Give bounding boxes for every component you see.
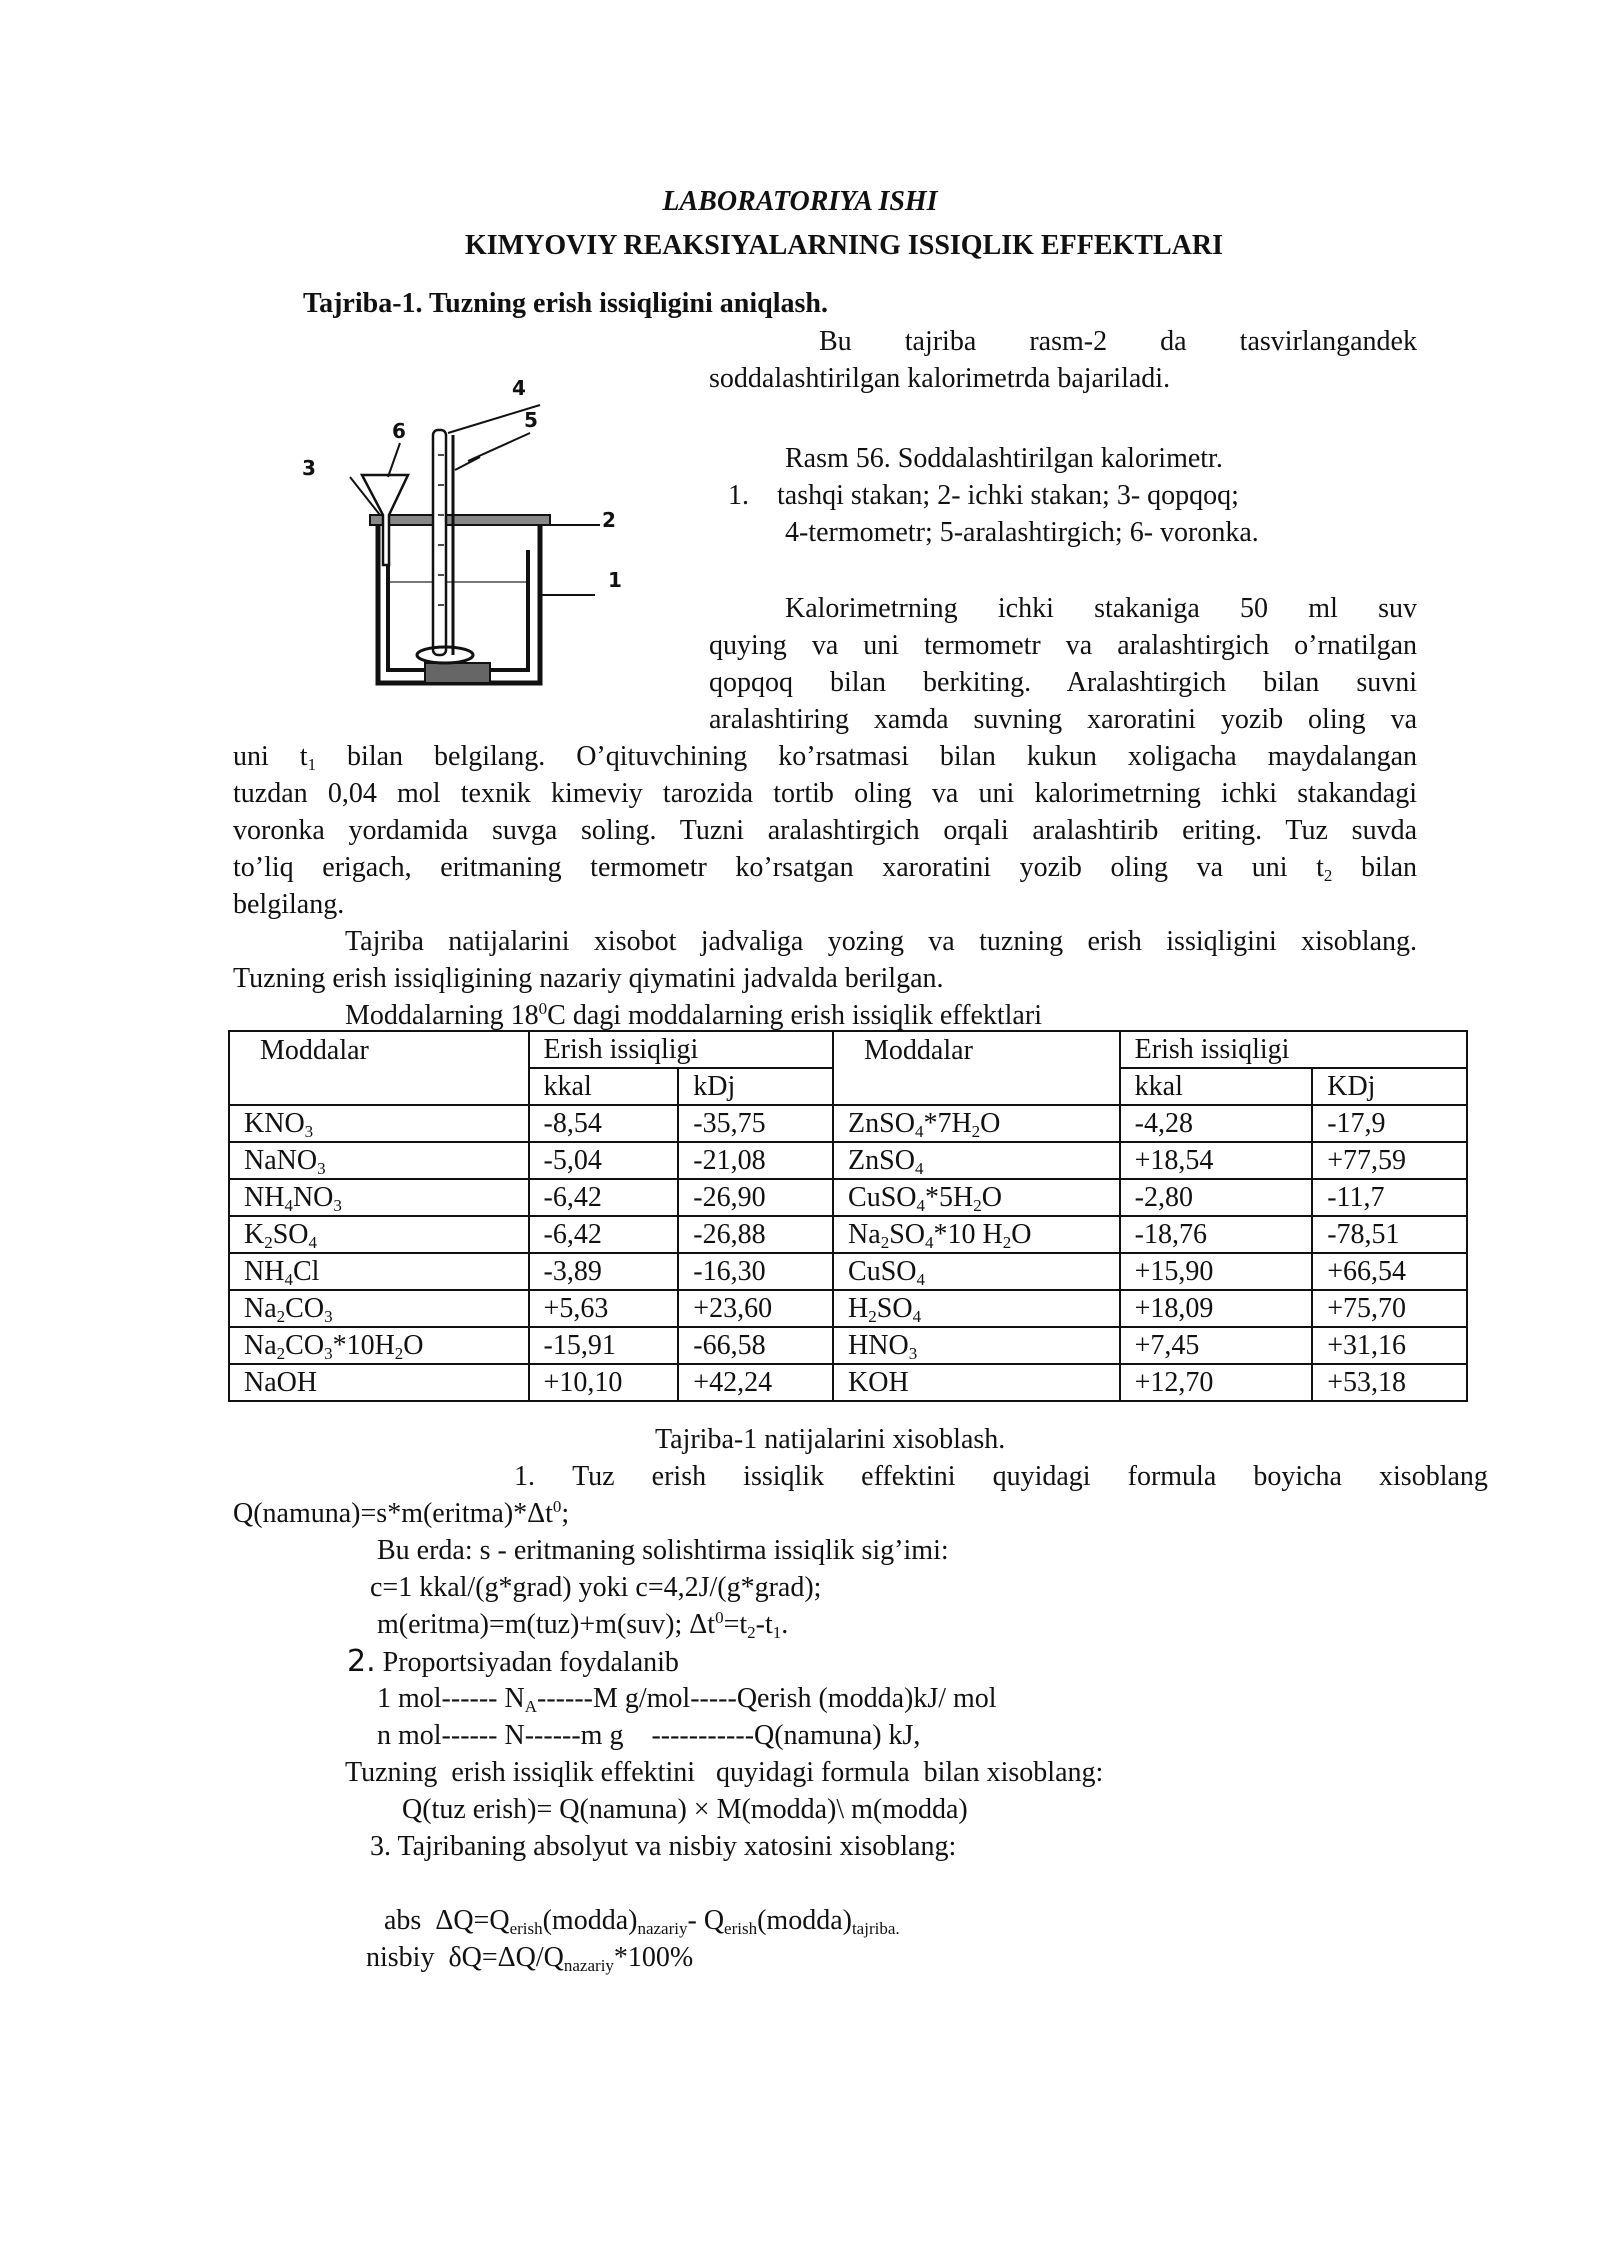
table-cell-kkal-left: -6,42 [529, 1216, 679, 1253]
table-cell-formula-right: $HNO_3$ [833, 1327, 1120, 1364]
figure-label-2: 2 [602, 508, 616, 532]
figure-caption: Rasm 56. Soddalashtirilgan kalorimetr. [785, 443, 1223, 474]
table-cell-kkal-right: +15,90 [1120, 1253, 1313, 1290]
figure-legend-number: 1. [728, 480, 749, 511]
table-row [229, 1142, 1467, 1179]
table-header-moddalar: Moddalar [833, 1031, 1120, 1068]
figure-legend-line-2: 4-termometr; 5-aralashtirgich; 6- voronka. [785, 517, 1259, 548]
figure-label-5: 5 [524, 408, 538, 432]
table-header-blank [229, 1068, 529, 1105]
proportion-line-1: 1 mol------ $N_A------M$ g/mol-----Qerish (modda)kJ/ mol [377, 1683, 997, 1716]
table-cell-kdj-right: +77,59 [1312, 1142, 1467, 1179]
procedure-line-2: quying va uni termometr va aralashtirgich o’rnatilgan [709, 630, 1417, 661]
table-row [229, 1179, 1467, 1216]
inner-vessel [388, 550, 528, 670]
table-header-erish: Erish issiqligi [529, 1031, 833, 1068]
table-row [229, 1364, 1467, 1401]
table-cell-kkal-left: -3,89 [529, 1253, 679, 1290]
vessel-stand [425, 663, 490, 683]
table-cell-kkal-left: -15,91 [529, 1327, 679, 1364]
where-line: Bu erda: s - eritmaning solishtirma issiqlik sig’imi: [377, 1535, 949, 1566]
table-cell-kkal-left: -5,04 [529, 1142, 679, 1179]
table-cell-formula-right: ZnSO$_4$ [833, 1142, 1120, 1179]
table-cell-formula-left: $K_2SO_4$ [229, 1216, 529, 1253]
intro-word: tajriba [904, 326, 977, 357]
table-header-moddalar: Moddalar [229, 1031, 529, 1068]
formula-intro: Tuzning erish issiqlik effektini quyidagi formula bilan xisoblang: [345, 1757, 1104, 1788]
procedure-line-8: to’liq erigach, eritmaning termometr ko’rsatgan xaroratini yozib oling va uni $t_2$ bilan [233, 852, 1417, 885]
calc-step-1: 1. Tuz erish issiqlik effektini quyidagi formula boyicha xisoblang [514, 1461, 1488, 1492]
outer-vessel [378, 525, 540, 683]
table-header-kdj: KDj [1312, 1068, 1467, 1105]
table-cell-formula-left: $Na_2CO_3$ [229, 1290, 529, 1327]
intro-line-1 [819, 323, 1417, 360]
figure-label-3: 3 [302, 456, 316, 480]
procedure-line-9: belgilang. [233, 889, 345, 920]
results-line-1: Tajriba natijalarini xisobot jadvaliga yozing va tuzning erish issiqligini xisoblang. [345, 926, 1417, 957]
thermometer [433, 430, 446, 655]
figure-label-4: 4 [512, 376, 526, 400]
table-cell-kdj-left: -26,90 [678, 1179, 833, 1216]
table-cell-formula-left: NaNO$_3$ [229, 1142, 529, 1179]
m-line: m(eritma)=m(tuz)+m(suv); $\Delta t^0=t_2-t_1$. [377, 1608, 789, 1642]
heat-table [228, 1030, 1468, 1402]
results-line-2: Tuzning erish issiqligining nazariy qiymatini jadvalda berilgan. [233, 963, 944, 994]
procedure-line-3: qopqoq bilan berkiting. Aralashtirgich bilan suvni [709, 667, 1417, 698]
table-cell-formula-right: $Na_2SO_4*10$ $H_2O$ [833, 1216, 1120, 1253]
table-row [229, 1253, 1467, 1290]
rel-error-formula: nisbiy $\delta Q=\Delta Q/Q_{nazariy}*100\%$ [366, 1942, 694, 1975]
figure-label-6: 6 [392, 419, 406, 443]
table-cell-formula-left: $NH_4Cl$ [229, 1253, 529, 1290]
table-cell-kkal-right: +12,70 [1120, 1364, 1313, 1401]
table-cell-formula-right: KOH [833, 1364, 1120, 1401]
table-cell-kkal-left: +10,10 [529, 1364, 679, 1401]
table-cell-kkal-right: +18,54 [1120, 1142, 1313, 1179]
table-cell-kdj-left: -66,58 [678, 1327, 833, 1364]
table-cell-kkal-left: +5,63 [529, 1290, 679, 1327]
table-header-blank [833, 1068, 1120, 1105]
table-cell-formula-left: $NH_4NO_3$ [229, 1179, 529, 1216]
table-cell-kkal-right: -2,80 [1120, 1179, 1313, 1216]
table-cell-formula-left: $Na_2CO_3*10H_2O$ [229, 1327, 529, 1364]
table-row [229, 1290, 1467, 1327]
table-cell-kdj-left: -16,30 [678, 1253, 833, 1290]
table-cell-formula-right: CuSO$_4$ [833, 1253, 1120, 1290]
table-cell-kkal-left: -8,54 [529, 1105, 679, 1142]
table-cell-kdj-left: -21,08 [678, 1142, 833, 1179]
table-header-erish: Erish issiqligi [1120, 1031, 1467, 1068]
table-cell-kkal-right: +7,45 [1120, 1327, 1313, 1364]
table-caption: Moddalarning $18^0C$ dagi moddalarning erish issiqlik effektlari [345, 999, 1042, 1031]
table-cell-kdj-left: -35,75 [678, 1105, 833, 1142]
table-cell-kkal-left: -6,42 [529, 1179, 679, 1216]
table-cell-kkal-right: +18,09 [1120, 1290, 1313, 1327]
intro-word: da [1160, 326, 1187, 357]
procedure-line-4: aralashtiring xamda suvning xaroratini yozib oling va [709, 704, 1417, 735]
calc-step-2: 2. Proportsiyadan foydalanib [347, 1644, 679, 1679]
procedure-line-5: uni $t_1$ bilan belgilang. O’qituvchining ko’rsatmasi bilan kukun xoligacha maydalangan [233, 741, 1417, 774]
table-cell-kdj-left: +23,60 [678, 1290, 833, 1327]
table-cell-kdj-left: -26,88 [678, 1216, 833, 1253]
table-header-row-2 [229, 1068, 1467, 1105]
figure-label-1: 1 [608, 568, 622, 592]
calc-heading: Tajriba-1 natijalarini xisoblash. [655, 1424, 1006, 1455]
table-row [229, 1216, 1467, 1253]
c-line: c=1 kkal/(g*grad) yoki c=4,2J/(g*grad); [370, 1572, 822, 1603]
proportion-line-2: n mol------ N------m g -----------Q(namuna) kJ, [377, 1720, 921, 1751]
table-header-kkal: kkal [529, 1068, 679, 1105]
experiment-title: Tajriba-1. Tuzning erish issiqligini aniqlash. [303, 288, 828, 319]
intro-line-2: soddalashtirilgan kalorimetrda bajariladi. [709, 363, 1171, 394]
table-cell-kdj-right: +53,18 [1312, 1364, 1467, 1401]
table-cell-formula-right: $ZnSO_4*7H_2O$ [833, 1105, 1120, 1142]
lid [370, 515, 550, 525]
table-row [229, 1327, 1467, 1364]
figure-legend-line-1: tashqi stakan; 2- ichki stakan; 3- qopqoq; [777, 480, 1239, 511]
table-cell-kkal-right: -18,76 [1120, 1216, 1313, 1253]
intro-word: tasvirlangandek [1239, 326, 1417, 357]
table-cell-kdj-right: +75,70 [1312, 1290, 1467, 1327]
table-cell-kdj-right: +31,16 [1312, 1327, 1467, 1364]
calc-step-3: 3. Tajribaning absolyut va nisbiy xatosini xisoblang: [370, 1831, 957, 1862]
procedure-line-7: voronka yordamida suvga soling. Tuzni aralashtirgich orqali aralashtirib eriting. Tuz suvda [233, 815, 1417, 846]
intro-word: rasm-2 [1029, 326, 1108, 357]
table-header-kdj: kDj [678, 1068, 833, 1105]
abs-error-formula: abs $\Delta Q=Q_{erish}(modda)_{nazariy}-$ $Q_{erish}(modda)_{tajriba.}$ [384, 1905, 900, 1938]
table-body [229, 1105, 1467, 1401]
table-row [229, 1105, 1467, 1142]
lab-title: LABORATORIYA ISHI [662, 186, 938, 217]
table-cell-kdj-right: +66,54 [1312, 1253, 1467, 1290]
table-header-kkal: kkal [1120, 1068, 1313, 1105]
table-cell-kdj-right: -17,9 [1312, 1105, 1467, 1142]
table-cell-formula-right: $H_2SO_4$ [833, 1290, 1120, 1327]
table-cell-formula-right: $CuSO_4*5H_2O$ [833, 1179, 1120, 1216]
table-cell-kdj-right: -11,7 [1312, 1179, 1467, 1216]
procedure-line-6: tuzdan 0,04 mol texnik kimeviy tarozida tortib oling va uni kalorimetrning ichki stakandagi [233, 778, 1417, 809]
table-cell-formula-left: NaOH [229, 1364, 529, 1401]
table-cell-kkal-right: -4,28 [1120, 1105, 1313, 1142]
page-title: KIMYOVIY REAKSIYALARNING ISSIQLIK EFFEKTLARI [465, 230, 1223, 261]
formula-2: Q(tuz erish)= Q(namuna) × M(modda)\ m(modda) [402, 1794, 968, 1825]
procedure-line-1: Kalorimetrning ichki stakaniga 50 ml suv [785, 593, 1417, 624]
table-cell-kdj-right: -78,51 [1312, 1216, 1467, 1253]
table-cell-formula-left: $KNO_3$ [229, 1105, 529, 1142]
intro-word: Bu [819, 326, 852, 357]
table-header-row-1 [229, 1031, 1467, 1068]
formula-1: $Q(namuna)=s*m(eritma)*\Delta t^0$; [233, 1497, 570, 1529]
calorimeter-figure [290, 365, 640, 695]
table-cell-kdj-left: +42,24 [678, 1364, 833, 1401]
